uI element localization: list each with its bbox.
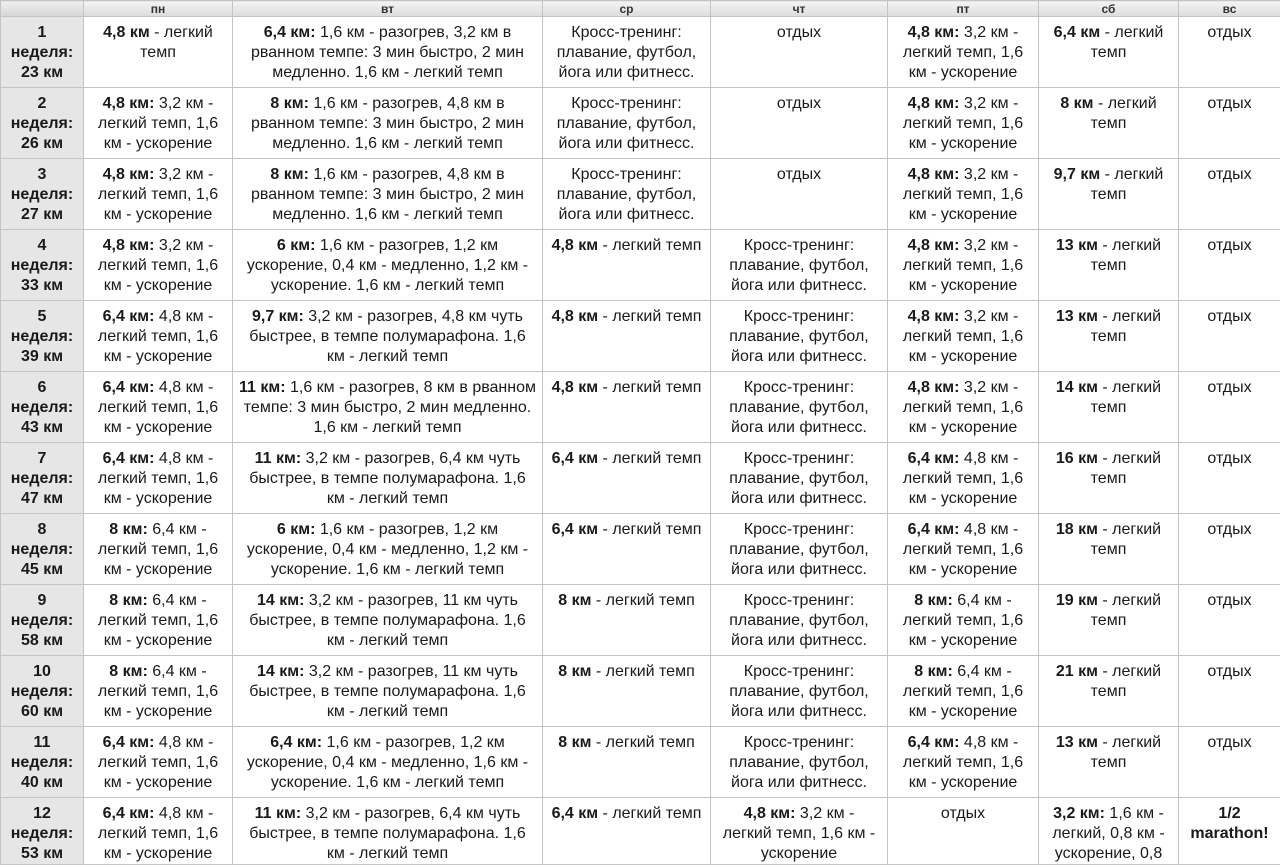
week-header-cell[interactable] xyxy=(1,301,84,372)
workout-description: 4,8 км - легкий темп, 1,6 км - ускорение xyxy=(902,521,1024,578)
workout-cell-sat[interactable] xyxy=(1039,372,1179,443)
workout-distance: 11 км: xyxy=(239,379,286,396)
workout-description: 4,8 км - легкий темп, 1,6 км - ускорение xyxy=(97,450,219,507)
week-num: 4 xyxy=(37,237,47,254)
week-label: неделя: xyxy=(10,257,74,274)
workout-cell-tue[interactable] xyxy=(233,372,543,443)
workout-cell-sat[interactable] xyxy=(1039,17,1179,88)
workout-description: 1,6 км - разогрев, 4,8 км в рванном темпе: 3 мин быстро, 2 мин медленно. 1,6 км - легкий темп xyxy=(251,166,524,223)
header-row xyxy=(1,1,1280,17)
week-header-cell[interactable] xyxy=(1,230,84,301)
workout-distance: 6,4 км: xyxy=(907,450,960,467)
workout-cell-mon[interactable] xyxy=(84,656,233,727)
workout-cell-wed[interactable] xyxy=(543,727,711,798)
workout-cell-sun[interactable] xyxy=(1179,88,1280,159)
workout-cell-thu[interactable] xyxy=(711,585,888,656)
week-row xyxy=(1,727,1280,798)
workout-description: отдых xyxy=(940,805,986,822)
week-total: 53 км xyxy=(20,845,64,862)
workout-description: отдых xyxy=(1207,734,1252,751)
workout-description: 4,8 км - легкий темп, 1,6 км - ускорение xyxy=(97,734,219,791)
workout-cell-sat[interactable] xyxy=(1039,88,1179,159)
week-total: 60 км xyxy=(20,703,64,720)
workout-distance: 8 км: xyxy=(109,663,148,680)
workout-description: - легкий темп xyxy=(591,592,695,609)
workout-distance: 13 км xyxy=(1055,734,1098,751)
week-header-cell[interactable] xyxy=(1,443,84,514)
workout-cell-sun[interactable] xyxy=(1179,17,1280,88)
workout-cell-fri[interactable] xyxy=(888,88,1039,159)
week-label: неделя: xyxy=(10,612,74,629)
workout-distance: 4,8 км: xyxy=(102,166,155,183)
workout-cell-sat[interactable] xyxy=(1039,230,1179,301)
workout-cell-sun[interactable] xyxy=(1179,656,1280,727)
header-day-fri[interactable]: пт xyxy=(888,1,1039,17)
workout-distance: 8 км: xyxy=(109,521,148,538)
workout-cell-sun[interactable] xyxy=(1179,443,1280,514)
workout-distance: 6,4 км: xyxy=(102,805,155,822)
workout-distance: 4,8 км: xyxy=(102,95,155,112)
workout-description: - легкий темп xyxy=(1090,237,1162,274)
workout-distance: 6,4 км: xyxy=(102,450,155,467)
workout-description: Кросс-тренинг: плавание, футбол, йога или фитнесс. xyxy=(729,734,869,791)
week-num: 12 xyxy=(33,805,51,822)
week-total: 23 км xyxy=(20,64,64,81)
workout-distance: 9,7 км: xyxy=(251,308,304,325)
workout-cell-wed[interactable] xyxy=(543,372,711,443)
workout-cell-mon[interactable] xyxy=(84,727,233,798)
header-day-wed[interactable]: ср xyxy=(543,1,711,17)
week-label: неделя: xyxy=(10,683,74,700)
workout-distance: 14 км: xyxy=(257,592,305,609)
workout-distance: 4,8 км: xyxy=(907,308,960,325)
workout-cell-wed[interactable] xyxy=(543,17,711,88)
workout-description: 3,2 км - легкий темп, 1,6 км - ускорение xyxy=(902,166,1024,223)
workout-description: Кросс-тренинг: плавание, футбол, йога или фитнесс. xyxy=(729,308,869,365)
week-header-cell[interactable] xyxy=(1,17,84,88)
workout-description: 1,6 км - разогрев, 8 км в рванном темпе: 3 мин быстро, 2 мин медленно. 1,6 км - легкий темп xyxy=(243,379,536,436)
workout-distance: 6,4 км: xyxy=(102,308,155,325)
week-row xyxy=(1,17,1280,88)
workout-description: - легкий темп xyxy=(1090,308,1162,345)
workout-cell-sun[interactable] xyxy=(1179,798,1280,865)
workout-description: отдых xyxy=(1207,308,1252,325)
workout-cell-tue[interactable] xyxy=(233,17,543,88)
workout-description: отдых xyxy=(1207,95,1252,112)
workout-cell-wed[interactable] xyxy=(543,656,711,727)
workout-distance: 6,4 км xyxy=(1053,24,1101,41)
week-total: 40 км xyxy=(20,774,64,791)
workout-distance: 4,8 км xyxy=(551,237,599,254)
workout-description: Кросс-тренинг: плавание, футбол, йога или фитнесс. xyxy=(556,24,697,81)
week-header-cell[interactable] xyxy=(1,585,84,656)
workout-cell-fri[interactable] xyxy=(888,656,1039,727)
workout-description: - легкий темп xyxy=(1090,95,1157,132)
week-row xyxy=(1,88,1280,159)
workout-cell-tue[interactable] xyxy=(233,301,543,372)
week-row xyxy=(1,798,1280,865)
workout-description: Кросс-тренинг: плавание, футбол, йога или фитнесс. xyxy=(729,450,869,507)
workout-distance: 4,8 км: xyxy=(743,805,796,822)
workout-description: 3,2 км - легкий темп, 1,6 км - ускорение xyxy=(97,237,219,294)
week-row xyxy=(1,159,1280,230)
workout-distance: 8 км: xyxy=(270,95,309,112)
workout-description: - легкий темп xyxy=(1090,166,1164,203)
week-row xyxy=(1,372,1280,443)
workout-description: Кросс-тренинг: плавание, футбол, йога или фитнесс. xyxy=(729,521,869,578)
workout-description: Кросс-тренинг: плавание, футбол, йога или фитнесс. xyxy=(729,592,869,649)
workout-description: - легкий темп xyxy=(1090,450,1162,487)
week-num: 10 xyxy=(33,663,51,680)
workout-distance: 18 км xyxy=(1055,521,1098,538)
workout-description: - легкий темп xyxy=(1090,521,1162,558)
workout-cell-mon[interactable] xyxy=(84,230,233,301)
workout-description: отдых xyxy=(1207,521,1252,538)
workout-description: 1,6 км - легкий, 0,8 км - ускорение, 0,8 xyxy=(1052,805,1165,862)
week-label: неделя: xyxy=(10,399,74,416)
workout-description: Кросс-тренинг: плавание, футбол, йога или фитнесс. xyxy=(556,95,697,152)
workout-distance: 3,2 км: xyxy=(1053,805,1105,822)
workout-cell-fri[interactable] xyxy=(888,585,1039,656)
week-num: 11 xyxy=(33,734,51,751)
week-num: 8 xyxy=(37,521,47,538)
workout-cell-sat[interactable] xyxy=(1039,798,1179,865)
workout-description: 3,2 км - разогрев, 6,4 км чуть быстрее, в темпе полумарафона. 1,6 км - легкий темп xyxy=(249,450,526,507)
workout-distance: 14 км xyxy=(1055,379,1098,396)
workout-distance: 4,8 км xyxy=(103,24,150,41)
workout-distance: 8 км xyxy=(1060,95,1094,112)
week-header-cell[interactable] xyxy=(1,88,84,159)
week-num: 2 xyxy=(37,95,47,112)
week-header-cell[interactable] xyxy=(1,656,84,727)
week-row xyxy=(1,230,1280,301)
week-row xyxy=(1,443,1280,514)
week-row xyxy=(1,301,1280,372)
workout-cell-sat[interactable] xyxy=(1039,301,1179,372)
workout-description: отдых xyxy=(776,166,822,183)
week-header-cell[interactable] xyxy=(1,727,84,798)
workout-distance: 11 км: xyxy=(254,805,302,822)
workout-description: - легкий темп xyxy=(598,379,702,396)
week-row xyxy=(1,656,1280,727)
workout-description: 6,4 км - легкий темп, 1,6 км - ускорение xyxy=(97,521,219,578)
workout-cell-sun[interactable] xyxy=(1179,159,1280,230)
workout-description: - легкий темп xyxy=(598,237,702,254)
week-num: 7 xyxy=(37,450,47,467)
workout-cell-mon[interactable] xyxy=(84,798,233,865)
week-num: 6 xyxy=(37,379,47,396)
workout-description: 3,2 км - разогрев, 4,8 км чуть быстрее, в темпе полумарафона. 1,6 км - легкий темп xyxy=(249,308,526,365)
week-header-cell[interactable] xyxy=(1,514,84,585)
workout-distance: 4,8 км: xyxy=(907,166,960,183)
workout-distance: 6 км: xyxy=(276,521,316,538)
workout-description: Кросс-тренинг: плавание, футбол, йога или фитнесс. xyxy=(729,379,869,436)
workout-description: 3,2 км - легкий темп, 1,6 км - ускорение xyxy=(902,95,1024,152)
workout-distance: 4,8 км: xyxy=(102,237,155,254)
workout-distance: 1/2 marathon! xyxy=(1190,805,1269,842)
workout-description: - легкий темп xyxy=(1090,734,1162,771)
week-label: неделя: xyxy=(10,328,74,345)
workout-description: 3,2 км - легкий темп, 1,6 км - ускорение xyxy=(902,24,1024,81)
workout-distance: 4,8 км: xyxy=(907,24,960,41)
workout-distance: 21 км xyxy=(1055,663,1098,680)
workout-cell-fri[interactable] xyxy=(888,443,1039,514)
workout-description: 6,4 км - легкий темп, 1,6 км - ускорение xyxy=(97,663,219,720)
week-num: 3 xyxy=(37,166,47,183)
workout-distance: 8 км xyxy=(558,734,592,751)
workout-cell-sun[interactable] xyxy=(1179,372,1280,443)
workout-description: - легкий темп xyxy=(140,24,213,61)
workout-cell-thu[interactable] xyxy=(711,88,888,159)
week-total: 43 км xyxy=(20,419,64,436)
workout-cell-thu[interactable] xyxy=(711,372,888,443)
week-label: неделя: xyxy=(10,541,74,558)
workout-distance: 6,4 км xyxy=(551,805,599,822)
week-total: 33 км xyxy=(20,277,64,294)
workout-distance: 8 км: xyxy=(109,592,148,609)
workout-cell-wed[interactable] xyxy=(543,88,711,159)
workout-description: отдых xyxy=(1207,450,1252,467)
workout-cell-fri[interactable] xyxy=(888,372,1039,443)
workout-description: отдых xyxy=(1207,379,1252,396)
workout-description: 3,2 км - легкий темп, 1,6 км - ускорение xyxy=(902,237,1024,294)
workout-cell-tue[interactable] xyxy=(233,443,543,514)
week-num: 1 xyxy=(37,24,47,41)
workout-cell-wed[interactable] xyxy=(543,585,711,656)
workout-cell-tue[interactable] xyxy=(233,88,543,159)
week-header-cell[interactable] xyxy=(1,372,84,443)
header-day-thu[interactable]: чт xyxy=(711,1,888,17)
workout-description: 6,4 км - легкий темп, 1,6 км - ускорение xyxy=(97,592,219,649)
week-total: 39 км xyxy=(20,348,64,365)
workout-distance: 6,4 км: xyxy=(263,24,316,41)
workout-cell-mon[interactable] xyxy=(84,514,233,585)
workout-cell-sat[interactable] xyxy=(1039,656,1179,727)
workout-cell-wed[interactable] xyxy=(543,514,711,585)
workout-cell-fri[interactable] xyxy=(888,727,1039,798)
workout-cell-mon[interactable] xyxy=(84,372,233,443)
workout-distance: 6,4 км: xyxy=(907,521,960,538)
workout-distance: 19 км xyxy=(1055,592,1098,609)
workout-description: 1,6 км - разогрев, 1,2 км ускорение, 0,4 км - медленно, 1,2 км - ускорение. 1,6 км - легкий темп xyxy=(246,237,529,294)
workout-description: отдых xyxy=(776,95,822,112)
workout-cell-tue[interactable] xyxy=(233,159,543,230)
workout-distance: 4,8 км: xyxy=(907,237,960,254)
workout-cell-tue[interactable] xyxy=(233,798,543,865)
header-day-sun[interactable]: вс xyxy=(1179,1,1280,17)
workout-cell-fri[interactable] xyxy=(888,230,1039,301)
workout-description: 1,6 км - разогрев, 1,2 км ускорение, 0,4 км - медленно, 1,6 км - ускорение. 1,6 км - легкий темп xyxy=(246,734,529,791)
workout-cell-thu[interactable] xyxy=(711,727,888,798)
workout-distance: 6,4 км: xyxy=(907,734,960,751)
workout-description: отдых xyxy=(1207,24,1252,41)
workout-cell-thu[interactable] xyxy=(711,17,888,88)
week-header-cell[interactable] xyxy=(1,159,84,230)
workout-cell-tue[interactable] xyxy=(233,230,543,301)
workout-distance: 6,4 км: xyxy=(102,379,155,396)
workout-cell-thu[interactable] xyxy=(711,301,888,372)
workout-description: 3,2 км - разогрев, 6,4 км чуть быстрее, в темпе полумарафона. 1,6 км - легкий темп xyxy=(249,805,526,862)
workout-description: - легкий темп xyxy=(598,521,702,538)
header-day-mon[interactable]: пн xyxy=(84,1,233,17)
workout-cell-sat[interactable] xyxy=(1039,585,1179,656)
workout-cell-fri[interactable] xyxy=(888,159,1039,230)
workout-description: - легкий темп xyxy=(598,450,702,467)
workout-description: - легкий темп xyxy=(1090,592,1162,629)
workout-cell-tue[interactable] xyxy=(233,514,543,585)
workout-cell-tue[interactable] xyxy=(233,656,543,727)
workout-cell-thu[interactable] xyxy=(711,159,888,230)
workout-distance: 4,8 км xyxy=(551,379,599,396)
workout-cell-mon[interactable] xyxy=(84,17,233,88)
week-label: неделя: xyxy=(10,825,74,842)
workout-distance: 6,4 км: xyxy=(102,734,155,751)
workout-cell-sat[interactable] xyxy=(1039,514,1179,585)
workout-description: 1,6 км - разогрев, 4,8 км в рванном темпе: 3 мин быстро, 2 мин медленно. 1,6 км - легкий темп xyxy=(251,95,524,152)
workout-distance: 6 км: xyxy=(276,237,316,254)
workout-description: 6,4 км - легкий темп, 1,6 км - ускорение xyxy=(902,592,1024,649)
workout-cell-thu[interactable] xyxy=(711,230,888,301)
week-label: неделя: xyxy=(10,754,74,771)
workout-cell-wed[interactable] xyxy=(543,443,711,514)
header-day-tue[interactable]: вт xyxy=(233,1,543,17)
workout-cell-wed[interactable] xyxy=(543,159,711,230)
workout-description: Кросс-тренинг: плавание, футбол, йога или фитнесс. xyxy=(729,237,869,294)
week-label: неделя: xyxy=(10,470,74,487)
workout-distance: 14 км: xyxy=(257,663,305,680)
workout-description: - легкий темп xyxy=(591,663,695,680)
workout-cell-thu[interactable] xyxy=(711,514,888,585)
workout-description: Кросс-тренинг: плавание, футбол, йога или фитнесс. xyxy=(729,663,869,720)
workout-cell-thu[interactable] xyxy=(711,443,888,514)
workout-description: 4,8 км - легкий темп, 1,6 км - ускорение xyxy=(902,450,1024,507)
workout-description: - легкий темп xyxy=(591,734,695,751)
week-label: неделя: xyxy=(10,115,74,132)
workout-distance: 9,7 км xyxy=(1053,166,1101,183)
workout-cell-wed[interactable] xyxy=(543,230,711,301)
workout-distance: 6,4 км: xyxy=(270,734,323,751)
workout-distance: 6,4 км xyxy=(551,521,599,538)
workout-description: - легкий темп xyxy=(598,308,702,325)
workout-distance: 6,4 км xyxy=(551,450,599,467)
workout-description: 4,8 км - легкий темп, 1,6 км - ускорение xyxy=(97,308,219,365)
week-total: 27 км xyxy=(20,206,64,223)
workout-distance: 8 км xyxy=(558,663,592,680)
workout-cell-fri[interactable] xyxy=(888,514,1039,585)
week-label: неделя: xyxy=(10,44,74,61)
workout-distance: 8 км: xyxy=(914,592,953,609)
workout-distance: 8 км xyxy=(558,592,592,609)
workout-cell-sun[interactable] xyxy=(1179,514,1280,585)
workout-cell-sun[interactable] xyxy=(1179,230,1280,301)
workout-cell-fri[interactable] xyxy=(888,798,1039,865)
workout-cell-sun[interactable] xyxy=(1179,301,1280,372)
workout-description: 3,2 км - легкий темп, 1,6 км - ускорение xyxy=(902,379,1024,436)
week-num: 5 xyxy=(37,308,47,325)
workout-cell-sun[interactable] xyxy=(1179,727,1280,798)
workout-description: Кросс-тренинг: плавание, футбол, йога или фитнесс. xyxy=(556,166,697,223)
workout-distance: 4,8 км xyxy=(551,308,599,325)
workout-cell-wed[interactable] xyxy=(543,301,711,372)
workout-description: отдых xyxy=(1207,592,1252,609)
workout-cell-tue[interactable] xyxy=(233,727,543,798)
workout-description: отдых xyxy=(776,24,822,41)
week-total: 45 км xyxy=(20,561,64,578)
workout-description: 4,8 км - легкий темп, 1,6 км - ускорение xyxy=(902,734,1024,791)
week-num: 9 xyxy=(37,592,47,609)
workout-description: 4,8 км - легкий темп, 1,6 км - ускорение xyxy=(97,379,219,436)
week-header-cell[interactable] xyxy=(1,798,84,865)
workout-distance: 8 км: xyxy=(914,663,953,680)
week-total: 26 км xyxy=(20,135,64,152)
header-corner xyxy=(1,1,84,17)
workout-distance: 4,8 км: xyxy=(907,379,960,396)
workout-description: - легкий темп xyxy=(1090,379,1162,416)
workout-cell-sat[interactable] xyxy=(1039,443,1179,514)
workout-description: - легкий темп xyxy=(1090,663,1162,700)
workout-description: 4,8 км - легкий темп, 1,6 км - ускорение xyxy=(97,805,219,862)
workout-description: 3,2 км - разогрев, 11 км чуть быстрее, в темпе полумарафона. 1,6 км - легкий темп xyxy=(249,663,526,720)
workout-cell-sat[interactable] xyxy=(1039,159,1179,230)
workout-description: 3,2 км - легкий темп, 1,6 км - ускорение xyxy=(722,805,876,862)
workout-cell-thu[interactable] xyxy=(711,656,888,727)
week-total: 47 км xyxy=(20,490,64,507)
workout-description: 1,6 км - разогрев, 1,2 км ускорение, 0,4 км - медленно, 1,2 км - ускорение. 1,6 км - легкий темп xyxy=(246,521,529,578)
workout-description: отдых xyxy=(1207,166,1252,183)
workout-cell-mon[interactable] xyxy=(84,585,233,656)
workout-distance: 4,8 км: xyxy=(907,95,960,112)
workout-distance: 13 км xyxy=(1055,308,1098,325)
workout-description: 1,6 км - разогрев, 3,2 км в рванном темпе: 3 мин быстро, 2 мин медленно. 1,6 км - легкий темп xyxy=(251,24,524,81)
workout-cell-mon[interactable] xyxy=(84,159,233,230)
workout-cell-mon[interactable] xyxy=(84,443,233,514)
workout-distance: 16 км xyxy=(1055,450,1098,467)
week-label: неделя: xyxy=(10,186,74,203)
workout-description: отдых xyxy=(1207,237,1252,254)
workout-cell-wed[interactable] xyxy=(543,798,711,865)
workout-distance: 8 км: xyxy=(270,166,309,183)
workout-description: 3,2 км - легкий темп, 1,6 км - ускорение xyxy=(97,166,219,223)
workout-cell-sat[interactable] xyxy=(1039,727,1179,798)
workout-description: 3,2 км - разогрев, 11 км чуть быстрее, в темпе полумарафона. 1,6 км - легкий темп xyxy=(249,592,526,649)
workout-cell-thu[interactable] xyxy=(711,798,888,865)
workout-cell-tue[interactable] xyxy=(233,585,543,656)
workout-description: - легкий темп xyxy=(598,805,702,822)
workout-description: - легкий темп xyxy=(1090,24,1164,61)
workout-distance: 11 км: xyxy=(254,450,302,467)
header-day-sat[interactable]: сб xyxy=(1039,1,1179,17)
workout-description: 3,2 км - легкий темп, 1,6 км - ускорение xyxy=(902,308,1024,365)
workout-cell-fri[interactable] xyxy=(888,17,1039,88)
week-total: 58 км xyxy=(20,632,64,649)
week-row xyxy=(1,514,1280,585)
week-row xyxy=(1,585,1280,656)
workout-cell-fri[interactable] xyxy=(888,301,1039,372)
workout-cell-mon[interactable] xyxy=(84,301,233,372)
workout-description: 6,4 км - легкий темп, 1,6 км - ускорение xyxy=(902,663,1024,720)
workout-description: отдых xyxy=(1207,663,1252,680)
workout-cell-sun[interactable] xyxy=(1179,585,1280,656)
workout-description: 3,2 км - легкий темп, 1,6 км - ускорение xyxy=(97,95,219,152)
workout-cell-mon[interactable] xyxy=(84,88,233,159)
workout-distance: 13 км xyxy=(1055,237,1098,254)
plan-body xyxy=(1,17,1280,865)
